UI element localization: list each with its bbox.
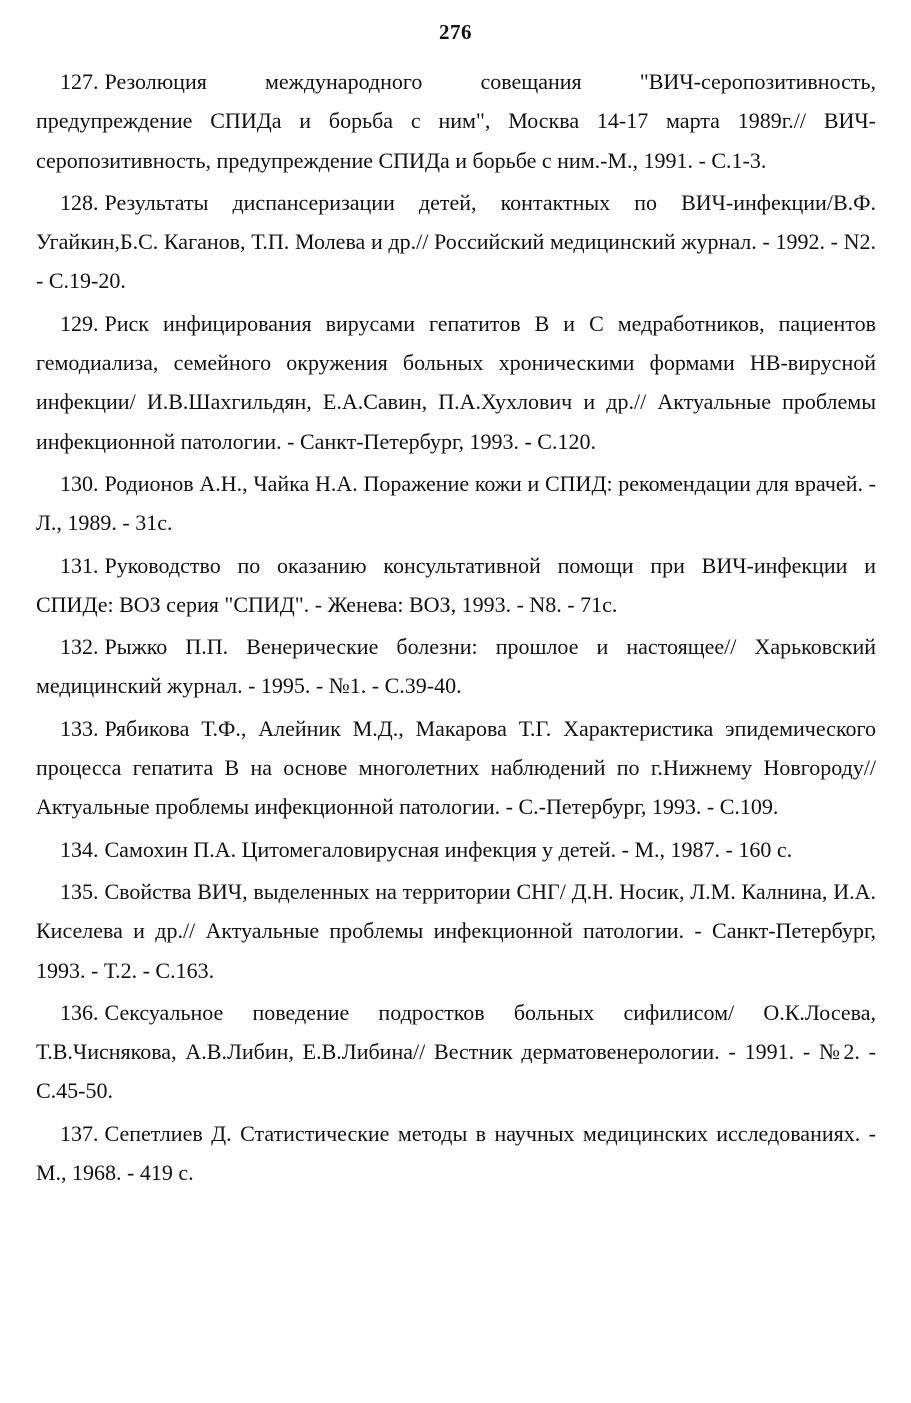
reference-text: Результаты диспансеризации детей, контактных по ВИЧ-инфекции/В.Ф. Угайкин,Б.С. Каганов, Т.П. Молева и др.// Российский медицинский журнал. - 1992. - N2. - С.19-20. [36,189,876,294]
reference-text: Руководство по оказанию консультативной помощи при ВИЧ-инфекции и СПИДе: ВОЗ серия "СПИД". - Женева: ВОЗ, 1993. - N8. - 71с. [36,552,876,617]
reference-item [36,627,876,706]
reference-number: 131. [60,552,99,578]
reference-number: 136. [60,999,99,1025]
reference-text: Сексуальное поведение подростков больных сифилисом/ О.К.Лосева, Т.В.Чиснякова, А.В.Либин, Е.В.Либина// Вестник дерматовенерологии. - 1991. - №2. - С.45-50. [36,999,876,1104]
reference-number: 135. [60,878,99,904]
reference-text: Родионов А.Н., Чайка Н.А. Поражение кожи и СПИД: рекомендации для врачей. - Л., 1989. - 31с. [36,470,876,536]
reference-number: 134. [60,836,99,862]
reference-text: Самохин П.А. Цитомегаловирусная инфекция у детей. - М., 1987. - 160 с. [104,836,793,862]
reference-number: 127. [60,69,99,94]
reference-number: 133. [60,715,99,741]
reference-item [36,464,876,543]
reference-text: Сепетлиев Д. Статистические методы в научных медицинских исследованиях. - М., 1968. - 419 с. [36,1120,876,1186]
reference-item [36,546,876,625]
reference-number: 129. [60,310,99,336]
reference-text: Рябикова Т.Ф., Алейник М.Д., Макарова Т.Г. Характеристика эпидемического процесса гепатита В на основе многолетних наблюдений по г.Нижнему Новгороду// Актуальные проблемы инфекционной патологии. - С.-Петербург, 1993. - С.109. [36,715,876,820]
reference-item [36,830,876,869]
reference-item [36,62,876,180]
reference-number: 128. [60,189,99,215]
page-number: 276 [439,20,472,44]
reference-number: 137. [60,1120,99,1146]
reference-text: Свойства ВИЧ, выделенных на территории СНГ/ Д.Н. Носик, Л.М. Калнина, И.А. Киселева и др.// Актуальные проблемы инфекционной патологии. - Санкт-Петербург, 1993. - Т.2. - С.163. [36,878,876,983]
reference-item [36,304,876,461]
reference-text: Резолюция международного совещания "ВИЧ-серопозитивность, предупреждение СПИДа и борьба с ним", Москва 14-17 марта 1989г.// ВИЧ-серопозитивность, предупреждение СПИДа и борьбе с ним.-М., 1991. - С.1-3. [36,69,876,173]
reference-item [36,709,876,827]
reference-item [36,993,876,1111]
reference-item [36,1114,876,1193]
reference-item [36,183,876,301]
reference-text: Риск инфицирования вирусами гепатитов В и С медработников, пациентов гемодиализа, семейного окружения больных хроническими формами НВ-вирусной инфекции/ И.В.Шахгильдян, Е.А.Савин, П.А.Хухлович и др.// Актуальные проблемы инфекционной патологии. - Санкт-Петербург, 1993. - С.120. [36,310,876,454]
reference-list [36,62,876,1195]
reference-text: Рыжко П.П. Венерические болезни: прошлое и настоящее// Харьковский медицинский журнал. - 1995. - №1. - С.39-40. [36,634,876,699]
reference-number: 130. [60,470,99,496]
reference-item [36,872,876,990]
reference-number: 132. [60,634,99,660]
